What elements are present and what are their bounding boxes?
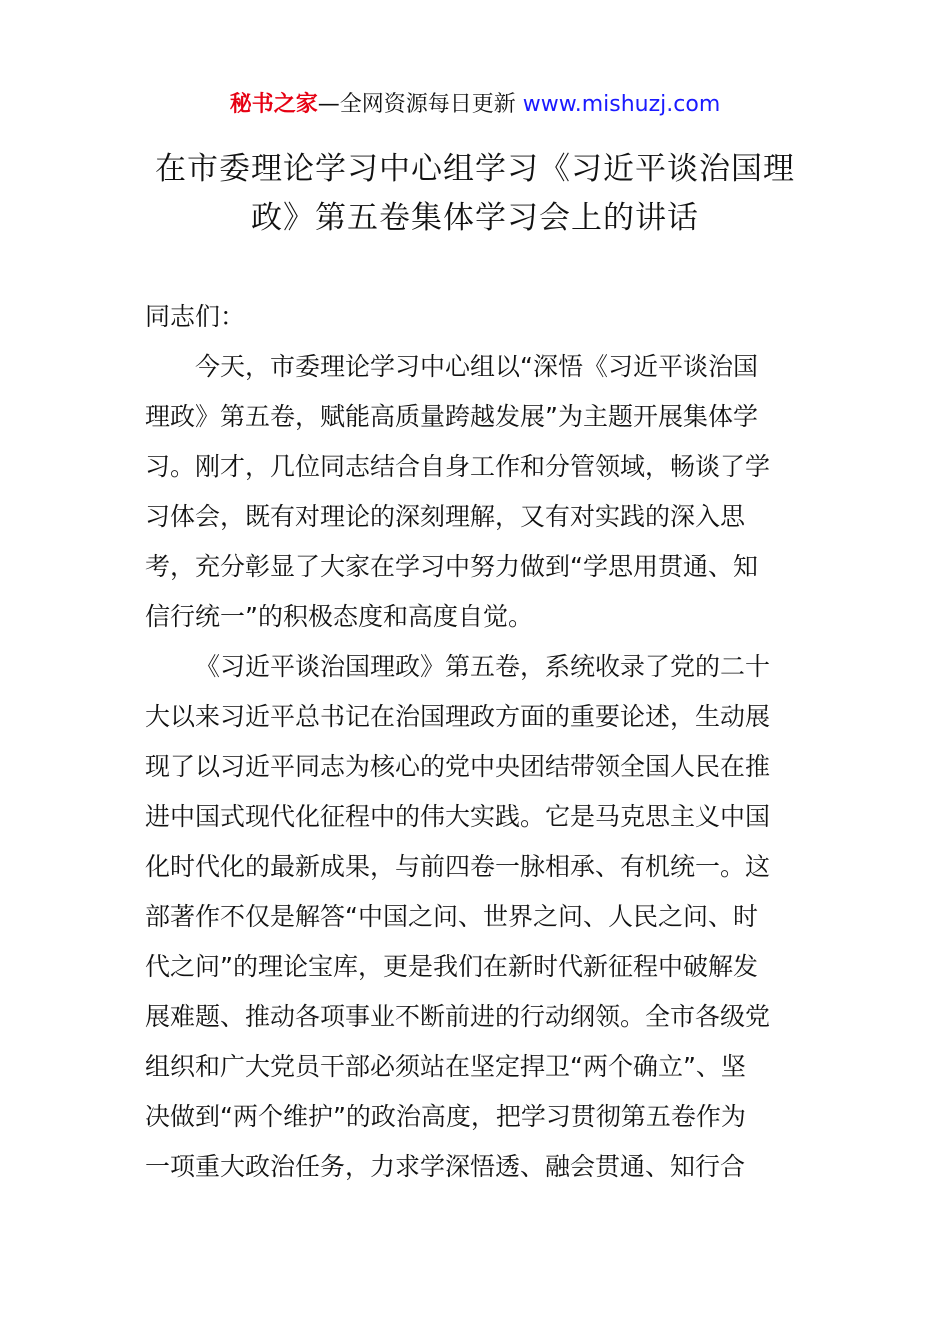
paragraph-line: 决做到“两个维护”的政治高度，把学习贯彻第五卷作为 <box>145 1102 746 1131</box>
paragraph-line: 大以来习近平总书记在治国理政方面的重要论述，生动展 <box>145 702 771 731</box>
document-title <box>130 145 820 243</box>
paragraph-line: 化时代化的最新成果，与前四卷一脉相承、有机统一。这 <box>145 852 771 881</box>
paragraph-line: 《习近平谈治国理政》第五卷，系统收录了党的二十 <box>195 652 771 681</box>
paragraph-line: 展难题、推动各项事业不断前进的行动纲领。全市各级党 <box>145 1002 771 1031</box>
title-line: 政》第五卷集体学习会上的讲话 <box>251 200 699 236</box>
paragraph-line: 一项重大政治任务，力求学深悟透、融会贯通、知行合 <box>145 1152 746 1181</box>
paragraph-line: 现了以习近平同志为核心的党中央团结带领全国人民在推 <box>145 752 771 781</box>
paragraph-line: 组织和广大党员干部必须站在坚定捍卫“两个确立”、坚 <box>145 1052 746 1081</box>
paragraph-line: 习。刚才，几位同志结合自身工作和分管领域，畅谈了学 <box>145 452 771 481</box>
paragraph-line: 进中国式现代化征程中的伟大实践。它是马克思主义中国 <box>145 802 771 831</box>
title-line: 在市委理论学习中心组学习《习近平谈治国理 <box>155 151 795 187</box>
site-tagline: —全网资源每日更新 <box>317 92 523 117</box>
paragraph-line: 理政》第五卷，赋能高质量跨越发展”为主题开展集体学 <box>145 402 758 431</box>
paragraph-line: 考，充分彰显了大家在学习中努力做到“学思用贯通、知 <box>145 552 758 581</box>
document-body <box>145 292 805 1192</box>
site-header <box>0 88 950 122</box>
paragraph-line: 代之问”的理论宝库，更是我们在新时代新征程中破解发 <box>145 952 758 981</box>
paragraph-line: 习体会，既有对理论的深刻理解，又有对实践的深入思 <box>145 502 746 531</box>
site-brand: 秘书之家 <box>229 92 318 117</box>
paragraph-line: 信行统一”的积极态度和高度自觉。 <box>145 602 533 631</box>
paragraph-line: 部著作不仅是解答“中国之问、世界之问、人民之问、时 <box>145 902 758 931</box>
site-url-link[interactable]: www.mishuzj.com <box>522 92 721 117</box>
salutation: 同志们： <box>145 302 246 331</box>
paragraph-line: 今天，市委理论学习中心组以“深悟《习近平谈治国 <box>195 352 758 381</box>
